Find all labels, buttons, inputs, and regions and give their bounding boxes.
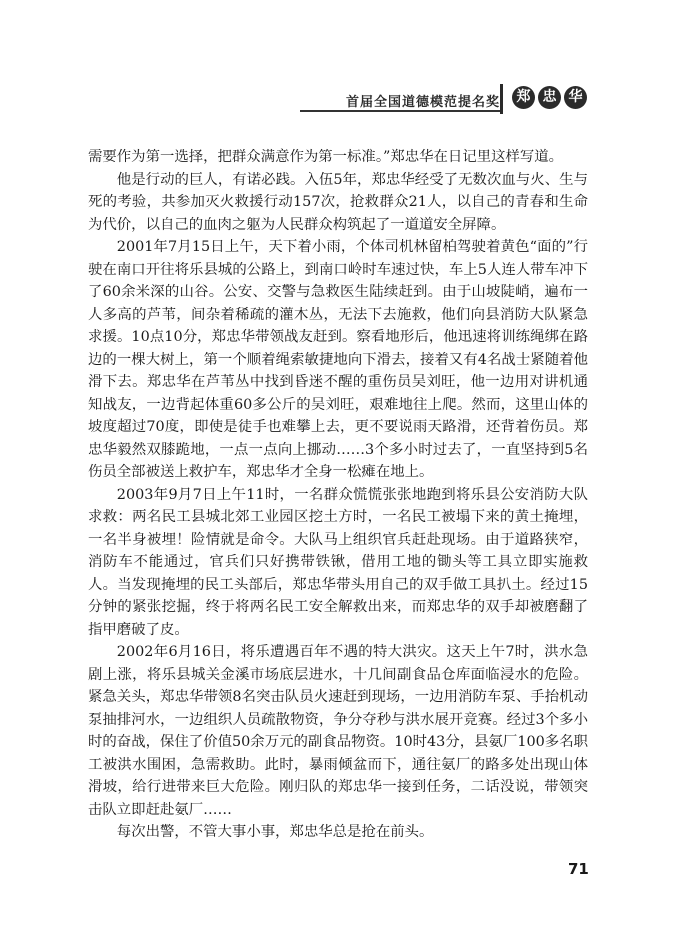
paragraph: 需要作为第一选择，把群众满意作为第一标准。”郑忠华在日记里这样写道。	[88, 149, 564, 165]
paragraph: 2003年9月7日上午11时，一名群众慌慌张张地跑到将乐县公安消防大队求救：两名民工县城北郊工业园区挖土方时，一名民工被塌下来的黄土掩埋，一名半身被埋！险情就是命令。大队马上组织官兵赶赴现场。由于道路狭窄，消防车不能通过，官兵们只好携带铁锹，借用工地的锄头等工具立即实施救人。当发现掩埋的民工头部后，郑忠华带头用自己的双手做工具扒土。经过15分钟的紧张挖掘，终于将两名民工安全解救出来，而郑忠华的双手却被磨翻了指甲磨破了皮。	[88, 486, 588, 638]
page-number: 71	[568, 860, 589, 878]
name-badge: 华	[564, 86, 587, 109]
name-badge: 郑	[512, 86, 535, 109]
name-badge: 忠	[538, 86, 561, 109]
body-text	[88, 146, 588, 844]
header-divider	[500, 84, 503, 114]
paragraph: 他是行动的巨人，有诺必践。入伍5年，郑忠华经受了无数次血与火、生与死的考验，共参加灭火救援行动157次，抢救群众21人，以自己的青春和生命为代价，以自己的血肉之躯为人民群众构筑起了一道道安全屏障。	[88, 171, 588, 233]
paragraph: 2002年6月16日，将乐遭遇百年不遇的特大洪灾。这天上午7时，洪水急剧上涨，将乐县城关金溪市场底层进水，十几间副食品仓库面临浸水的危险。紧急关头，郑忠华带领8名突击队员火速赶到现场，一边用消防车泵、手抬机动泵抽排河水，一边组织人员疏散物资，争分夺秒与洪水展开竞赛。经过3个多小时的奋战，保住了价值50余万元的副食品物资。10时43分，县氨厂100多名职工被洪水围困，急需救助。此时，暴雨倾盆而下，通往氨厂的路多处出现山体滑坡，给行进带来巨大危险。刚归队的郑忠华一接到任务，二话没说，带领突击队立即赶赴氨厂……	[88, 644, 588, 818]
header-rule	[300, 110, 500, 112]
running-header	[300, 84, 596, 114]
paragraph: 2001年7月15日上午，天下着小雨，个体司机林留柏驾驶着黄色“面的”行驶在南口开往将乐县城的公路上，到南口岭时车速过快，车上5人连人带车冲下了60余米深的山谷。公安、交警与急救医生陆续赶到。由于山坡陡峭，遍布一人多高的芦苇，间杂着稀疏的灌木丛，无法下去施救，他们向县消防大队紧急求援。10点10分，郑忠华带领战友赶到。察看地形后，他迅速将训练绳绑在路边的一棵大树上，第一个顺着绳索敏捷地向下滑去，接着又有4名战士紧随着他滑下去。郑忠华在芦苇丛中找到昏迷不醒的重伤员吴刘旺，他一边用对讲机通知战友，一边背起体重60多公斤的吴刘旺，艰难地往上爬。然而，这里山体的坡度超过70度，即使是徒手也难攀上去，更不要说雨天路滑，还背着伤员。郑忠华毅然双膝跪地，一点一点向上挪动……3个多小时过去了，一直坚持到5名伤员全部被送上救护车，郑忠华才全身一松瘫在地上。	[88, 239, 588, 480]
name-badges	[512, 86, 587, 109]
header-title: 首届全国道德模范提名奖	[346, 95, 501, 110]
paragraph: 每次出警，不管大事小事，郑忠华总是抢在前头。	[116, 824, 434, 840]
